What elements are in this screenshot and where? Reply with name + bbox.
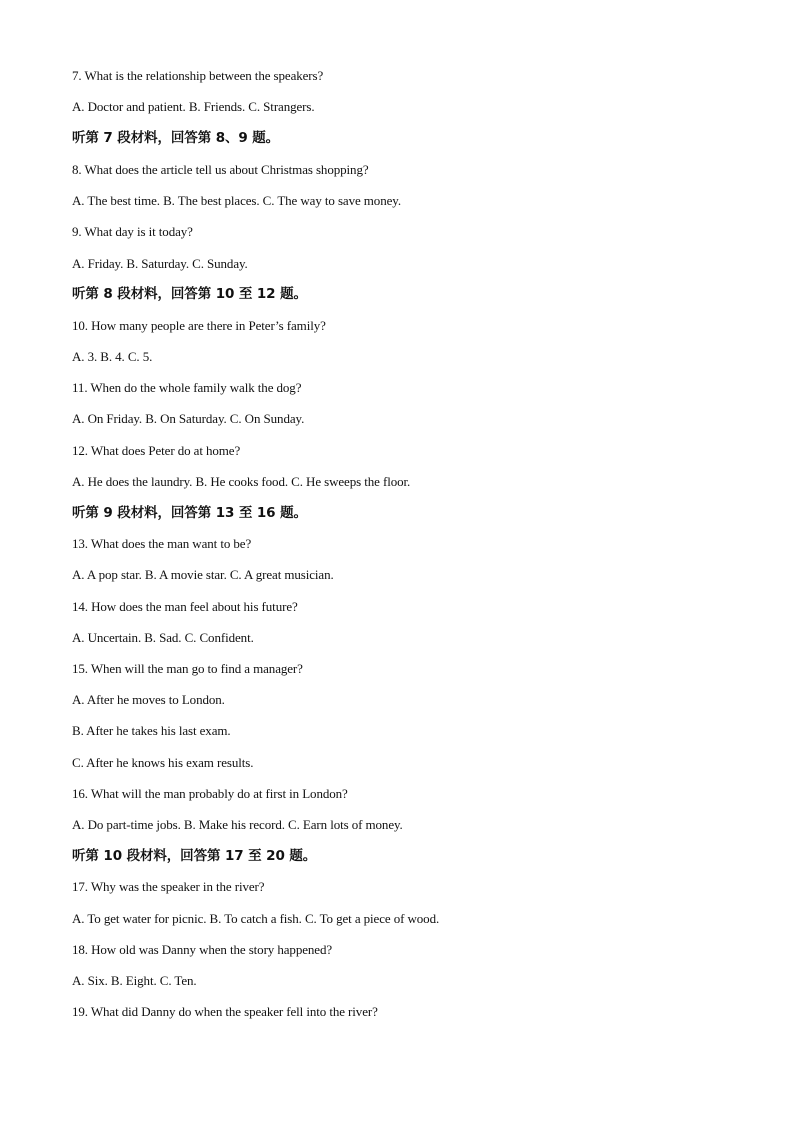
options-16: A. Do part-time jobs. B. Make his record. C. Earn lots of money. <box>72 817 403 832</box>
options-10: A. 3. B. 4. C. 5. <box>72 349 153 364</box>
question-7: 7. What is the relationship between the speakers? <box>72 68 324 83</box>
section-heading-9: 听第 9 段材料，回答第 13 至 16 题。 <box>72 505 307 521</box>
option-15-a: A. After he moves to London. <box>72 692 225 707</box>
options-9: A. Friday. B. Saturday. C. Sunday. <box>72 256 248 271</box>
question-8: 8. What does the article tell us about Christmas shopping? <box>72 162 369 177</box>
options-18: A. Six. B. Eight. C. Ten. <box>72 973 197 988</box>
question-19: 19. What did Danny do when the speaker fell into the river? <box>72 1004 378 1019</box>
question-11: 11. When do the whole family walk the dog? <box>72 380 302 395</box>
question-17: 17. Why was the speaker in the river? <box>72 879 265 894</box>
options-7: A. Doctor and patient. B. Friends. C. Strangers. <box>72 99 315 114</box>
section-heading-10: 听第 10 段材料，回答第 17 至 20 题。 <box>72 848 317 864</box>
options-17: A. To get water for picnic. B. To catch a fish. C. To get a piece of wood. <box>72 911 440 926</box>
option-15-b: B. After he takes his last exam. <box>72 723 231 738</box>
question-10: 10. How many people are there in Peter’s family? <box>72 318 326 333</box>
section-heading-8: 听第 8 段材料，回答第 10 至 12 题。 <box>72 286 307 302</box>
options-8: A. The best time. B. The best places. C. The way to save money. <box>72 193 401 208</box>
options-11: A. On Friday. B. On Saturday. C. On Sunday. <box>72 411 305 426</box>
question-15: 15. When will the man go to find a manager? <box>72 661 303 676</box>
options-13: A. A pop star. B. A movie star. C. A great musician. <box>72 567 334 582</box>
section-heading-7: 听第 7 段材料，回答第 8、9 题。 <box>72 130 280 146</box>
question-18: 18. How old was Danny when the story happened? <box>72 942 333 957</box>
options-12: A. He does the laundry. B. He cooks food. C. He sweeps the floor. <box>72 474 411 489</box>
question-9: 9. What day is it today? <box>72 224 193 239</box>
question-12: 12. What does Peter do at home? <box>72 443 241 458</box>
option-15-c: C. After he knows his exam results. <box>72 755 254 770</box>
question-13: 13. What does the man want to be? <box>72 536 252 551</box>
options-14: A. Uncertain. B. Sad. C. Confident. <box>72 630 254 645</box>
question-14: 14. How does the man feel about his future? <box>72 599 298 614</box>
question-16: 16. What will the man probably do at first in London? <box>72 786 348 801</box>
